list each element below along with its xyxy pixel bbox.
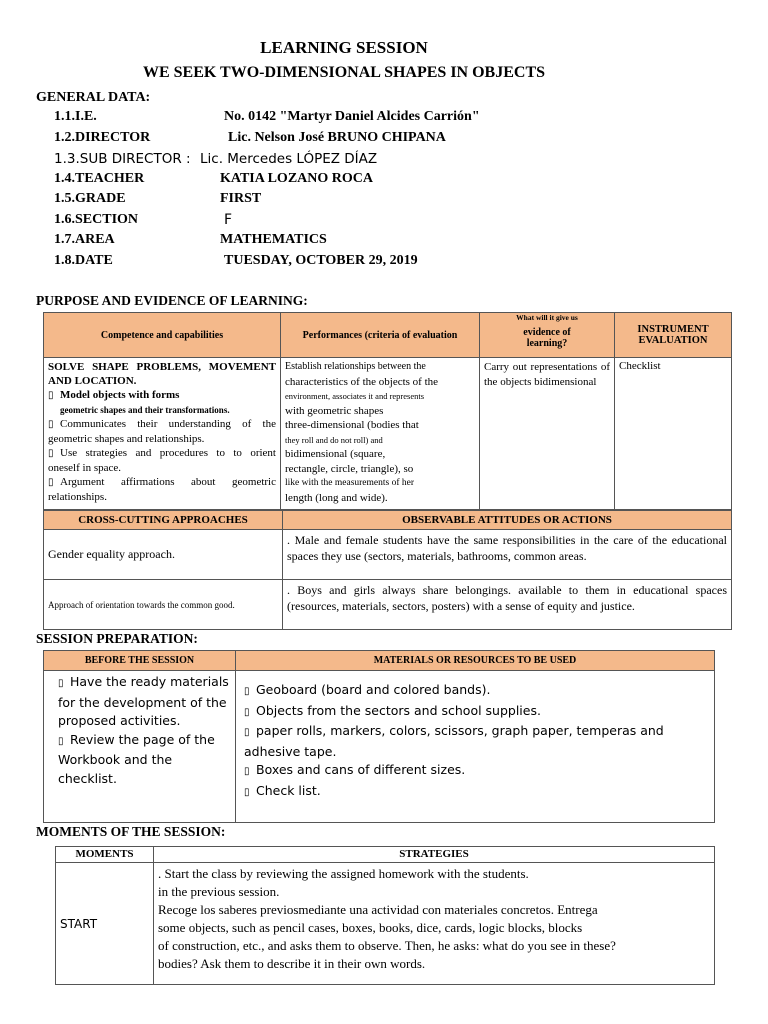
strategy-line: bodies? Ask them to describe it in their own words. bbox=[158, 956, 426, 971]
bullet-icon: ▯ bbox=[48, 477, 54, 488]
capability-item bbox=[48, 446, 276, 475]
material-item bbox=[244, 702, 706, 723]
general-data-value: Lic. Mercedes LÓPEZ DÍAZ bbox=[200, 151, 378, 167]
page-title: LEARNING SESSION bbox=[260, 38, 428, 57]
bullet-icon: ▯ bbox=[48, 448, 54, 459]
general-data-label: 1.6.SECTION bbox=[54, 212, 139, 227]
instrument-cell: Checklist bbox=[615, 358, 732, 510]
material-item-text: Objects from the sectors and school supplies. bbox=[256, 702, 541, 718]
general-data-row bbox=[0, 170, 768, 188]
bullet-icon: ▯ bbox=[58, 678, 64, 689]
before-session-header: BEFORE THE SESSION bbox=[44, 651, 236, 671]
evidence-cell: Carry out representations of the objects bidimensional bbox=[480, 358, 615, 510]
capability-text: Communicates their understanding of the geometric shapes and relationships. bbox=[48, 418, 276, 445]
general-data-row bbox=[0, 150, 768, 168]
approach-cell: Approach of orientation towards the common good. bbox=[44, 580, 283, 630]
attitudes-header: OBSERVABLE ATTITUDES OR ACTIONS bbox=[283, 511, 732, 530]
evidence-header bbox=[480, 313, 615, 358]
general-data-row bbox=[0, 231, 768, 249]
before-item bbox=[58, 731, 231, 789]
general-data-label: 1.7.AREA bbox=[54, 232, 115, 247]
moments-header: MOMENTS bbox=[56, 847, 154, 863]
material-item bbox=[244, 761, 706, 782]
moments-heading: MOMENTS OF THE SESSION: bbox=[36, 824, 226, 839]
capability-item bbox=[48, 475, 276, 504]
bullet-icon: ▯ bbox=[48, 390, 54, 401]
strategy-line: some objects, such as pencil cases, boxes, books, dice, cards, logic blocks, blocks bbox=[158, 920, 583, 935]
general-data-heading: GENERAL DATA: bbox=[36, 90, 151, 105]
preparation-heading: SESSION PREPARATION: bbox=[36, 631, 198, 646]
material-item bbox=[244, 782, 706, 803]
instrument-header: INSTRUMENT EVALUATION bbox=[615, 313, 732, 358]
material-item bbox=[244, 722, 706, 761]
attitude-cell: . Male and female students have the same responsibilities in the care of the educational spaces they use (sectors, materials, bathrooms, common areas. bbox=[283, 530, 732, 580]
purpose-table bbox=[43, 312, 732, 510]
performance-line: three-dimensional (bodies that bbox=[285, 419, 419, 431]
bullet-icon: ▯ bbox=[244, 706, 250, 718]
general-data-value: F bbox=[224, 212, 233, 228]
general-data-row bbox=[0, 190, 768, 208]
strategies-header: STRATEGIES bbox=[154, 847, 715, 863]
moments-table bbox=[55, 846, 715, 985]
bullet-icon: ▯ bbox=[244, 766, 250, 777]
competence-title: SOLVE SHAPE PROBLEMS, MOVEMENT AND LOCATION. bbox=[48, 361, 276, 387]
material-item-text: Check list. bbox=[256, 782, 321, 798]
general-data-row bbox=[0, 129, 768, 147]
materials-header: MATERIALS OR RESOURCES TO BE USED bbox=[236, 651, 715, 671]
general-data-value: Lic. Nelson José BRUNO CHIPANA bbox=[228, 130, 446, 145]
before-item-text: Have the ready materials for the development of the proposed activities. bbox=[58, 674, 229, 728]
strategy-line: . Start the class by reviewing the assigned homework with the students. bbox=[158, 866, 529, 881]
competence-header: Competence and capabilities bbox=[44, 313, 281, 358]
strategy-line: Recoge los saberes previosmediante una actividad con materiales concretos. Entrega bbox=[158, 902, 598, 917]
general-data-value: KATIA LOZANO ROCA bbox=[220, 171, 373, 186]
material-item-text: Boxes and cans of different sizes. bbox=[256, 762, 466, 777]
cross-cutting-header: CROSS-CUTTING APPROACHES bbox=[44, 511, 283, 530]
capability-small: geometric shapes and their transformations. bbox=[60, 405, 230, 415]
general-data-label: 1.8.DATE bbox=[54, 253, 113, 268]
performances-cell bbox=[281, 358, 480, 510]
capability-item bbox=[48, 417, 276, 446]
general-data-row bbox=[0, 108, 768, 126]
general-data-value: TUESDAY, OCTOBER 29, 2019 bbox=[224, 253, 418, 268]
approach-cell: Gender equality approach. bbox=[44, 530, 283, 580]
capability-text: Argument affirmations about geometric relationships. bbox=[48, 476, 276, 503]
bullet-icon: ▯ bbox=[58, 735, 64, 747]
bullet-icon: ▯ bbox=[244, 786, 250, 798]
performances-header: Performances (criteria of evaluation bbox=[281, 313, 480, 358]
performance-line: rectangle, circle, triangle), so bbox=[285, 462, 414, 475]
evidence-header-main: evidence of learning? bbox=[523, 327, 571, 349]
general-data-row bbox=[0, 211, 768, 229]
general-data-label: 1.1.I.E. bbox=[54, 109, 97, 124]
general-data-row bbox=[0, 252, 768, 270]
performance-line: with geometric shapes bbox=[285, 404, 384, 417]
competence-cell bbox=[44, 358, 281, 510]
purpose-heading: PURPOSE AND EVIDENCE OF LEARNING: bbox=[36, 293, 308, 308]
capability-text: Use strategies and procedures to to orient oneself in space. bbox=[48, 447, 276, 474]
general-data-label: 1.5.GRADE bbox=[54, 191, 126, 206]
general-data-label: 1.2.DIRECTOR bbox=[54, 130, 151, 145]
general-data-value: No. 0142 "Martyr Daniel Alcides Carrión" bbox=[224, 109, 480, 124]
evidence-header-top: What will it give us bbox=[516, 313, 578, 322]
general-data-value: MATHEMATICS bbox=[220, 232, 327, 247]
strategy-line: of construction, etc., and asks them to observe. Then, he asks: what do you see in these? bbox=[158, 938, 616, 953]
capability-bold: Model objects with forms bbox=[60, 389, 180, 401]
performance-line: bidimensional (square, bbox=[285, 448, 386, 460]
bullet-icon: ▯ bbox=[48, 419, 54, 430]
performance-line: Establish relationships between the bbox=[285, 361, 426, 372]
materials-cell bbox=[236, 671, 715, 823]
bullet-icon: ▯ bbox=[244, 686, 250, 697]
before-item-text: Review the page of the Workbook and the checklist. bbox=[58, 731, 215, 786]
material-item-text: Geoboard (board and colored bands). bbox=[256, 682, 491, 697]
material-item-text: paper rolls, markers, colors, scissors, graph paper, temperas and adhesive tape. bbox=[244, 723, 664, 759]
preparation-table bbox=[43, 650, 715, 823]
strategy-line: in the previous session. bbox=[158, 884, 280, 899]
cross-cutting-table bbox=[43, 510, 732, 630]
page-subtitle: WE SEEK TWO-DIMENSIONAL SHAPES IN OBJECTS bbox=[142, 64, 546, 81]
performance-line: length (long and wide). bbox=[285, 491, 388, 504]
bullet-icon: ▯ bbox=[244, 727, 250, 738]
performance-line: environment, associates it and represents bbox=[285, 391, 425, 401]
before-session-cell bbox=[44, 671, 236, 823]
performance-line: they roll and do not roll) and bbox=[285, 434, 383, 445]
performance-line: like with the measurements of her bbox=[285, 478, 415, 488]
strategy-cell bbox=[154, 863, 715, 985]
before-item bbox=[58, 673, 231, 731]
performance-line: characteristics of the objects of the bbox=[285, 375, 439, 388]
general-data-label: 1.4.TEACHER bbox=[54, 171, 145, 186]
material-item bbox=[244, 681, 706, 702]
attitude-cell: . Boys and girls always share belongings. available to them in educational spaces (resources, materials, sectors, posters) with a sense of equity and justice. bbox=[283, 580, 732, 630]
moment-cell: START bbox=[56, 863, 154, 985]
general-data-label: 1.3.SUB DIRECTOR : bbox=[54, 151, 191, 167]
general-data-value: FIRST bbox=[220, 191, 262, 206]
capability-item bbox=[48, 388, 276, 417]
